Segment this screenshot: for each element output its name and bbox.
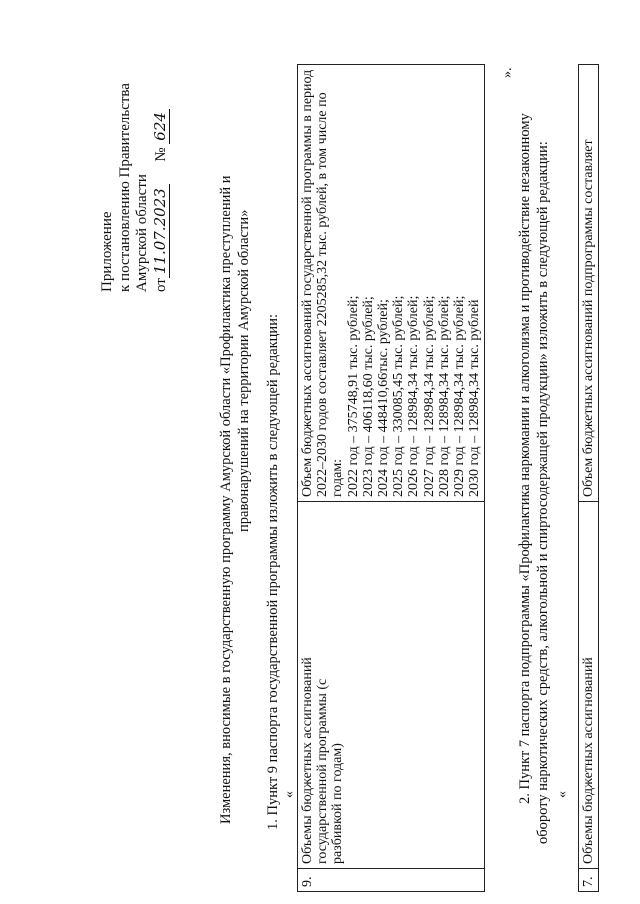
value-line: 2029 год – 128984,34 тыс. рублей; <box>452 295 468 497</box>
passport-table-item-7 <box>578 64 599 892</box>
approval-line-2: к постановлению Правительства <box>116 83 133 292</box>
number-prefix: № <box>152 147 169 162</box>
value-line: 2028 год – 128984,34 тыс. рублей; <box>436 295 452 497</box>
row-number: 7. <box>579 869 599 892</box>
approval-date: 11.07.2023 <box>151 184 170 278</box>
date-prefix: от <box>152 278 169 292</box>
label-line: государственной программы (с <box>315 678 331 864</box>
value-line: Объем бюджетных ассигнований государственной программы в период <box>300 69 315 497</box>
value-line: 2025 год – 330085,45 тыс. рублей; <box>391 295 407 497</box>
passport-table-item-9 <box>297 64 485 892</box>
label-line: Объемы бюджетных ассигнований <box>300 657 315 864</box>
row-label: Объемы бюджетных ассигнований <box>579 502 599 869</box>
label-line: разбивкой по годам) <box>330 743 346 864</box>
table-9-close-quote: ». <box>500 67 515 78</box>
row-label <box>298 502 485 869</box>
value-line: 2026 год – 128984,34 тыс. рублей; <box>406 295 422 497</box>
value-line: 2024 год – 448410,66тыс. рублей; <box>376 299 392 497</box>
value-line: 2022 год – 375748,91 тыс. рублей; <box>345 295 361 497</box>
approval-number: 624 <box>151 109 170 144</box>
document-title-line-1: Изменения, вносимые в государственную программу Амурской области «Профилактика преступлений и <box>218 175 234 824</box>
approval-block <box>99 83 170 292</box>
approval-date-line <box>152 83 171 292</box>
row-value <box>298 65 485 502</box>
row-value: Объем бюджетных ассигнований подпрограммы составляет <box>579 65 599 502</box>
approval-line-1: Приложение <box>99 211 115 292</box>
value-line: 2022–2030 годов составляет 2205285,32 тыс. рублей, в том числе по годам: <box>315 92 346 497</box>
value-line: 2023 год – 406118,60 тыс. рублей; <box>360 296 376 497</box>
value-line: 2027 год – 128984,34 тыс. рублей; <box>421 295 437 497</box>
table-row <box>579 65 599 892</box>
table-row <box>298 65 485 892</box>
item-2-line-1: 2. Пункт 7 паспорта подпрограммы «Профилактика наркомании и алкоголизма и противодействие незаконному <box>517 113 533 804</box>
value-line: 2030 год – 128984,34 тыс. рублей <box>467 299 483 497</box>
item-1-open-quote: « <box>282 791 297 798</box>
approval-line-3: Амурской области <box>134 174 150 292</box>
row-number: 9. <box>298 869 485 892</box>
item-2-open-quote: « <box>555 791 570 798</box>
item-2-line-2: обороту наркотических средств, алкогольной и спиртосодержащей продукции» изложить в следующей редакции: <box>535 141 551 844</box>
item-1-text: 1. Пункт 9 паспорта государственной программы изложить в следующей редакции: <box>265 314 281 830</box>
document-title-line-2: правонарушений на территории Амурской области» <box>236 209 252 532</box>
